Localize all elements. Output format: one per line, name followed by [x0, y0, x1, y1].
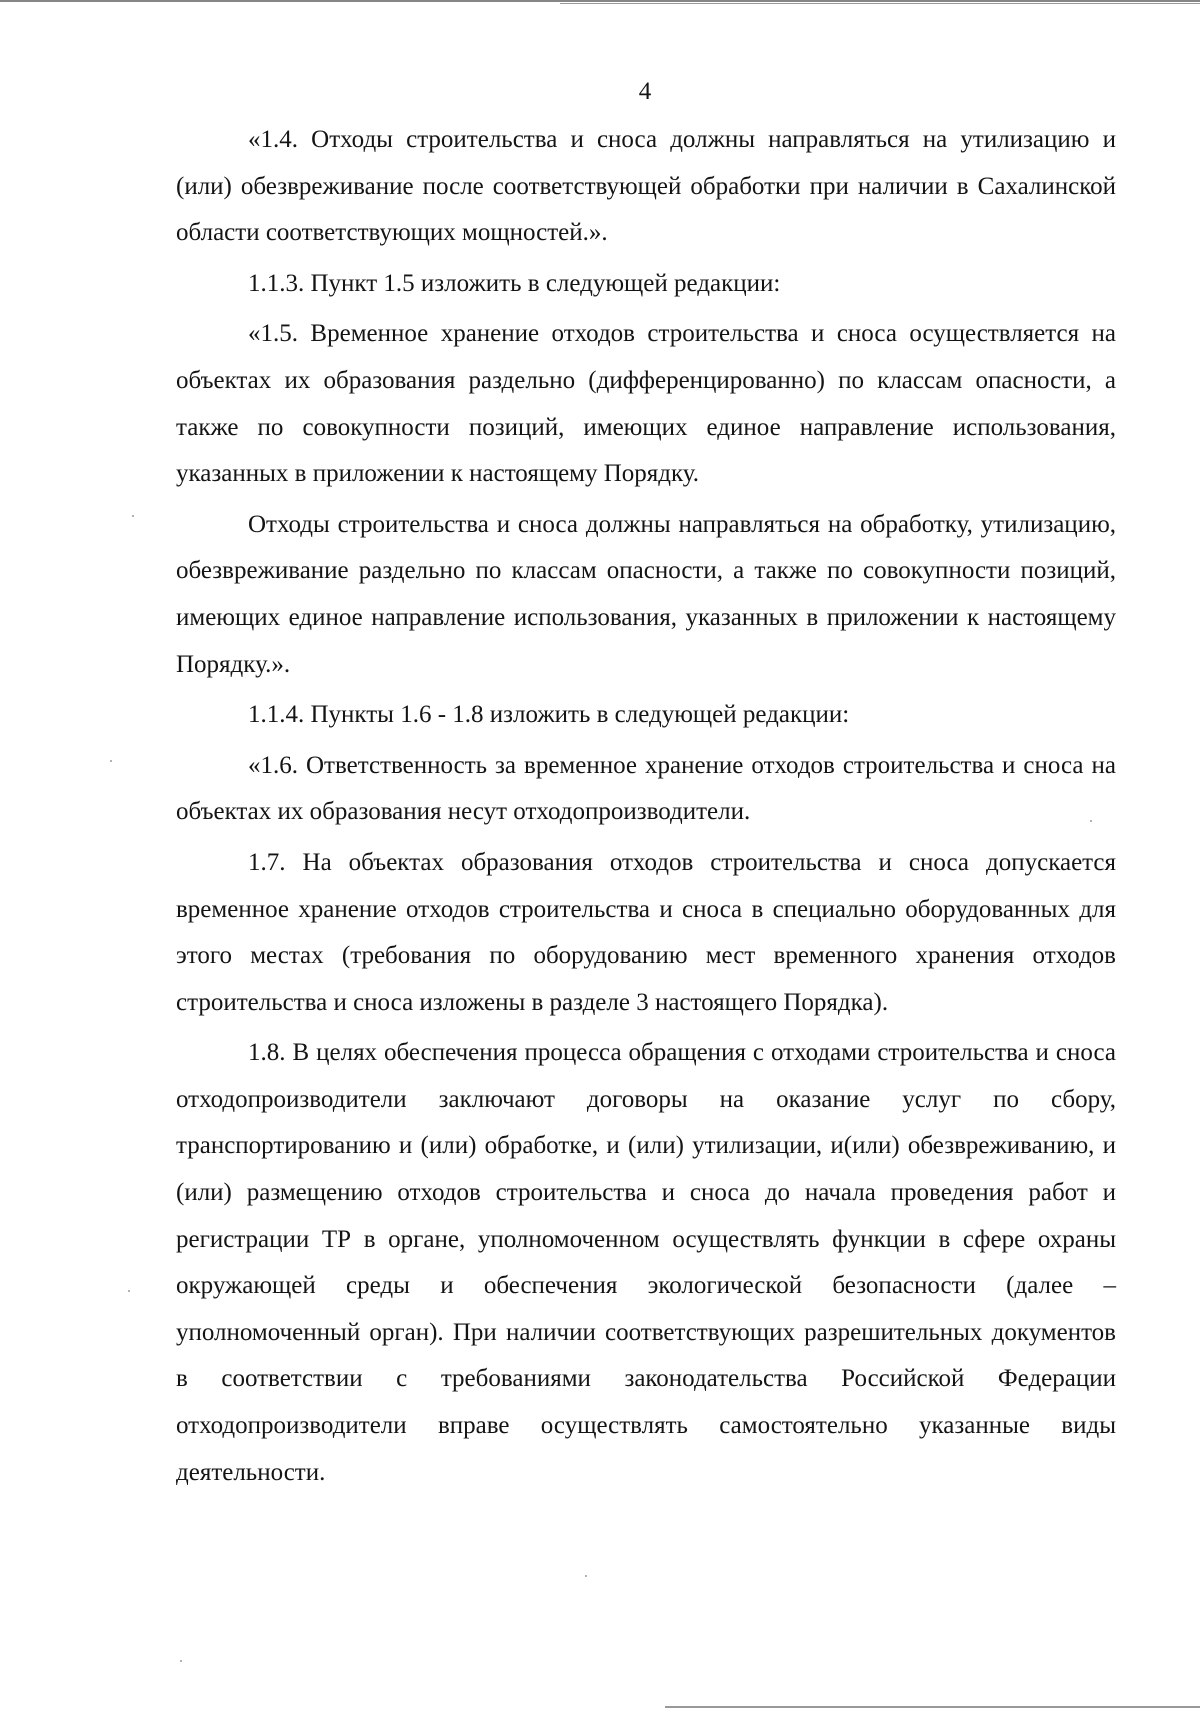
paragraph-1-5: «1.5. Временное хранение отходов строительства и сноса осуществляется на объектах их образования раздельно (дифференцированно) по классам опасности, а также по совокупности позиций, имеющих единое направление использования, указанных в приложении к настоящему Порядку. [176, 320, 1116, 488]
paragraph-1-1-4: 1.1.4. Пункты 1.6 - 1.8 изложить в следующей редакции: [248, 701, 850, 729]
scan-speck [128, 1290, 130, 1292]
paragraph-1-7: 1.7. На объектах образования отходов строительства и сноса допускается временное хранение отходов строительства и сноса в специально оборудованных для этого местах (требования по оборудованию мест временного хранения отходов строительства и сноса изложены в разделе 3 настоящего Порядка). [176, 848, 1116, 1016]
paragraph-1-5-cont: Отходы строительства и сноса должны направляться на обработку, утилизацию, обезвреживание раздельно по классам опасности, а также по совокупности позиций, имеющих единое направление использования, указанных в приложении к настоящему Порядку.». [176, 510, 1116, 678]
paragraph-1-1-3: 1.1.3. Пункт 1.5 изложить в следующей редакции: [248, 269, 781, 297]
scan-speck [1090, 820, 1092, 822]
scan-edge-top [0, 0, 1200, 2]
paragraph-1-4: «1.4. Отходы строительства и сноса должны направляться на утилизацию и (или) обезвреживание после соответствующей обработки при наличии в Сахалинской области соответствующих мощностей.». [176, 126, 1116, 247]
scan-speck [180, 1660, 182, 1662]
scan-speck [132, 515, 134, 517]
scan-speck [585, 1575, 587, 1577]
page-number: 4 [638, 78, 652, 105]
document-body [176, 117, 1116, 1496]
scan-edge-top-secondary [560, 3, 1200, 4]
paragraph-1-6: «1.6. Ответственность за временное хранение отходов строительства и сноса на объектах их образования несут отходопроизводители. [176, 751, 1116, 826]
scan-edge-bottom [665, 1706, 1200, 1708]
paragraph-1-8: 1.8. В целях обеспечения процесса обращения с отходами строительства и сноса отходопроизводители заключают договоры на оказание услуг по сбору, транспортированию и (или) обработке, и (или) утилизации, и(или) обезвреживанию, и (или) размещению отходов строительства и сноса до начала проведения работ и регистрации ТР в органе, уполномоченном осуществлять функции в сфере охраны окружающей среды и обеспечения экологической безопасности (далее – уполномоченный орган). При наличии соответствующих разрешительных документов в соответствии с требованиями законодательства Российской Федерации отходопроизводители вправе осуществлять самостоятельно указанные виды деятельности. [176, 1039, 1116, 1486]
scan-speck [110, 760, 112, 762]
